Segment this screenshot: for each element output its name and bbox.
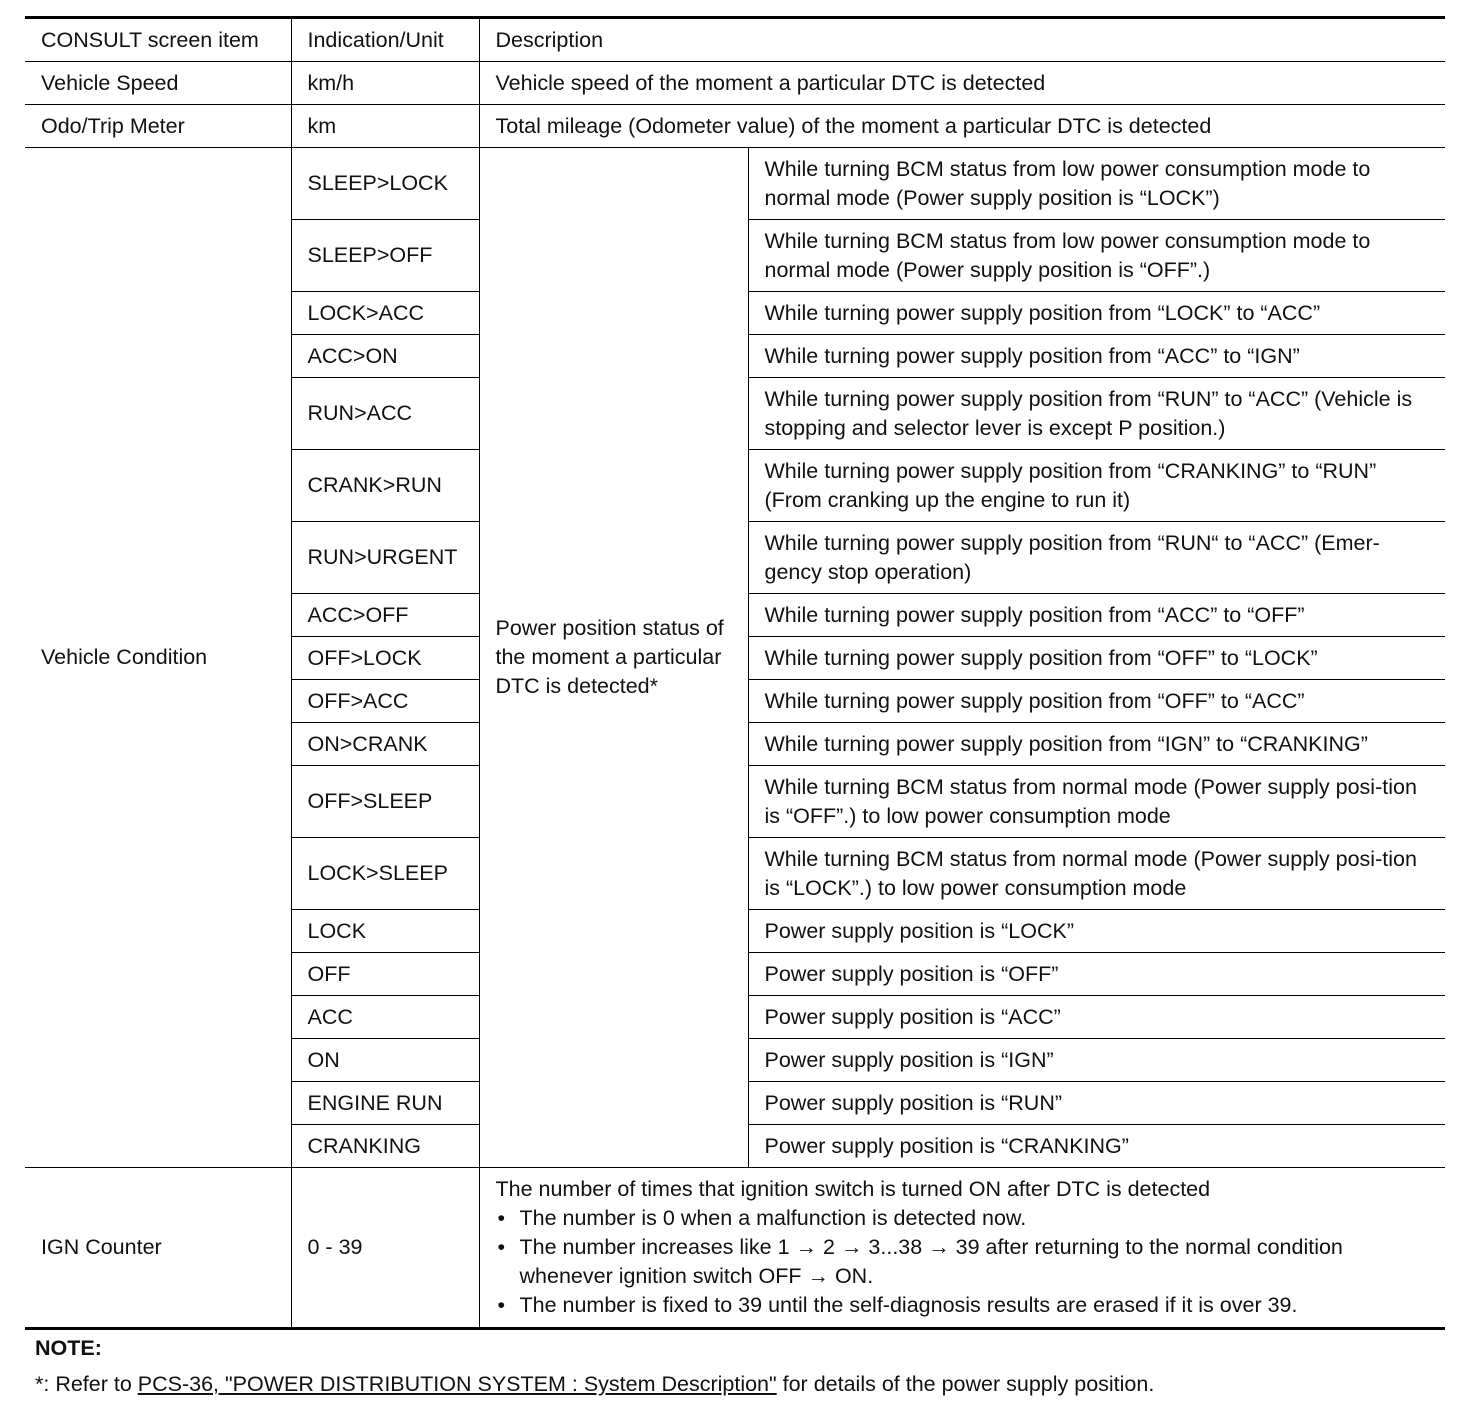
unit-cell: LOCK: [291, 910, 479, 953]
description-cell: While turning power supply position from “CRANKING” to “RUN” (From cranking up the engine to run it): [748, 450, 1445, 522]
header-item: CONSULT screen item: [25, 18, 291, 62]
description-cell: While turning power supply position from “ACC” to “OFF”: [748, 594, 1445, 637]
table-row-ign-counter: [25, 1168, 1445, 1329]
description-cell: While turning BCM status from normal mode (Power supply posi-tion is “OFF”.) to low power consumption mode: [748, 766, 1445, 838]
description-cell: Total mileage (Odometer value) of the moment a particular DTC is detected: [479, 105, 1445, 148]
description-cell: While turning power supply position from “ACC” to “IGN”: [748, 335, 1445, 378]
description-cell: Power supply position is “IGN”: [748, 1039, 1445, 1082]
unit-cell: km: [291, 105, 479, 148]
description-cell: While turning BCM status from low power consumption mode to normal mode (Power supply position is “OFF”.): [748, 220, 1445, 292]
item-cell: IGN Counter: [25, 1168, 291, 1329]
reference-link[interactable]: PCS-36, "POWER DISTRIBUTION SYSTEM : System Description": [137, 1372, 777, 1396]
unit-cell: SLEEP>OFF: [291, 220, 479, 292]
unit-cell: OFF>SLEEP: [291, 766, 479, 838]
table-row-vehicle-speed: [25, 62, 1445, 105]
ign-bullet-list: [496, 1204, 1436, 1320]
unit-cell: ON>CRANK: [291, 723, 479, 766]
header-description: Description: [479, 18, 1445, 62]
consult-data-table: [25, 16, 1445, 1330]
unit-cell: ACC>OFF: [291, 594, 479, 637]
description-cell: Vehicle speed of the moment a particular DTC is detected: [479, 62, 1445, 105]
unit-cell: ACC: [291, 996, 479, 1039]
description-cell: Power supply position is “OFF”: [748, 953, 1445, 996]
unit-cell: LOCK>SLEEP: [291, 838, 479, 910]
unit-cell: km/h: [291, 62, 479, 105]
status-note-cell: [479, 148, 748, 1168]
status-note-text: Power position status of the moment a particular DTC is detected*: [495, 616, 724, 698]
footnote: [35, 1370, 1154, 1398]
header-unit: Indication/Unit: [291, 18, 479, 62]
footnote-suffix: for details of the power supply position.: [776, 1372, 1155, 1396]
note-heading: NOTE:: [35, 1336, 102, 1360]
description-cell: While turning power supply position from “OFF” to “ACC”: [748, 680, 1445, 723]
unit-cell: ENGINE RUN: [291, 1082, 479, 1125]
description-cell: [479, 1168, 1445, 1329]
unit-cell: CRANK>RUN: [291, 450, 479, 522]
footnote-prefix: *: Refer to: [35, 1372, 138, 1396]
item-cell: Vehicle Speed: [25, 62, 291, 105]
unit-cell: RUN>ACC: [291, 378, 479, 450]
unit-cell: OFF: [291, 953, 479, 996]
description-cell: While turning BCM status from low power consumption mode to normal mode (Power supply position is “LOCK”): [748, 148, 1445, 220]
description-cell: While turning power supply position from “RUN“ to “ACC” (Emer-gency stop operation): [748, 522, 1445, 594]
item-cell: Odo/Trip Meter: [25, 105, 291, 148]
unit-cell: 0 - 39: [291, 1168, 479, 1329]
table-header-row: [25, 18, 1445, 62]
unit-cell: RUN>URGENT: [291, 522, 479, 594]
description-cell: Power supply position is “RUN”: [748, 1082, 1445, 1125]
description-cell: While turning power supply position from “OFF” to “LOCK”: [748, 637, 1445, 680]
unit-cell: LOCK>ACC: [291, 292, 479, 335]
description-cell: While turning power supply position from “RUN” to “ACC” (Vehicle is stopping and selector lever is except P position.): [748, 378, 1445, 450]
item-cell-vehicle-condition: Vehicle Condition: [25, 148, 291, 1168]
unit-cell: OFF>ACC: [291, 680, 479, 723]
list-item: • The number increases like 1 → 2 → 3...38 → 39 after returning to the normal condition whenever ignition switch OFF → ON.: [496, 1233, 1436, 1291]
list-item: • The number is fixed to 39 until the self-diagnosis results are erased if it is over 39.: [496, 1291, 1436, 1320]
description-cell: Power supply position is “CRANKING”: [748, 1125, 1445, 1168]
unit-cell: ACC>ON: [291, 335, 479, 378]
list-item: • The number is 0 when a malfunction is detected now.: [496, 1204, 1436, 1233]
unit-cell: ON: [291, 1039, 479, 1082]
unit-cell: CRANKING: [291, 1125, 479, 1168]
description-cell: Power supply position is “ACC”: [748, 996, 1445, 1039]
unit-cell: OFF>LOCK: [291, 637, 479, 680]
description-cell: While turning power supply position from “IGN” to “CRANKING”: [748, 723, 1445, 766]
unit-cell: SLEEP>LOCK: [291, 148, 479, 220]
ign-intro: The number of times that ignition switch is turned ON after DTC is detected: [495, 1177, 1211, 1201]
description-cell: While turning power supply position from “LOCK” to “ACC”: [748, 292, 1445, 335]
table-row: [25, 148, 1445, 220]
table-row-odo-trip: [25, 105, 1445, 148]
description-cell: Power supply position is “LOCK”: [748, 910, 1445, 953]
description-cell: While turning BCM status from normal mode (Power supply posi-tion is “LOCK”.) to low power consumption mode: [748, 838, 1445, 910]
